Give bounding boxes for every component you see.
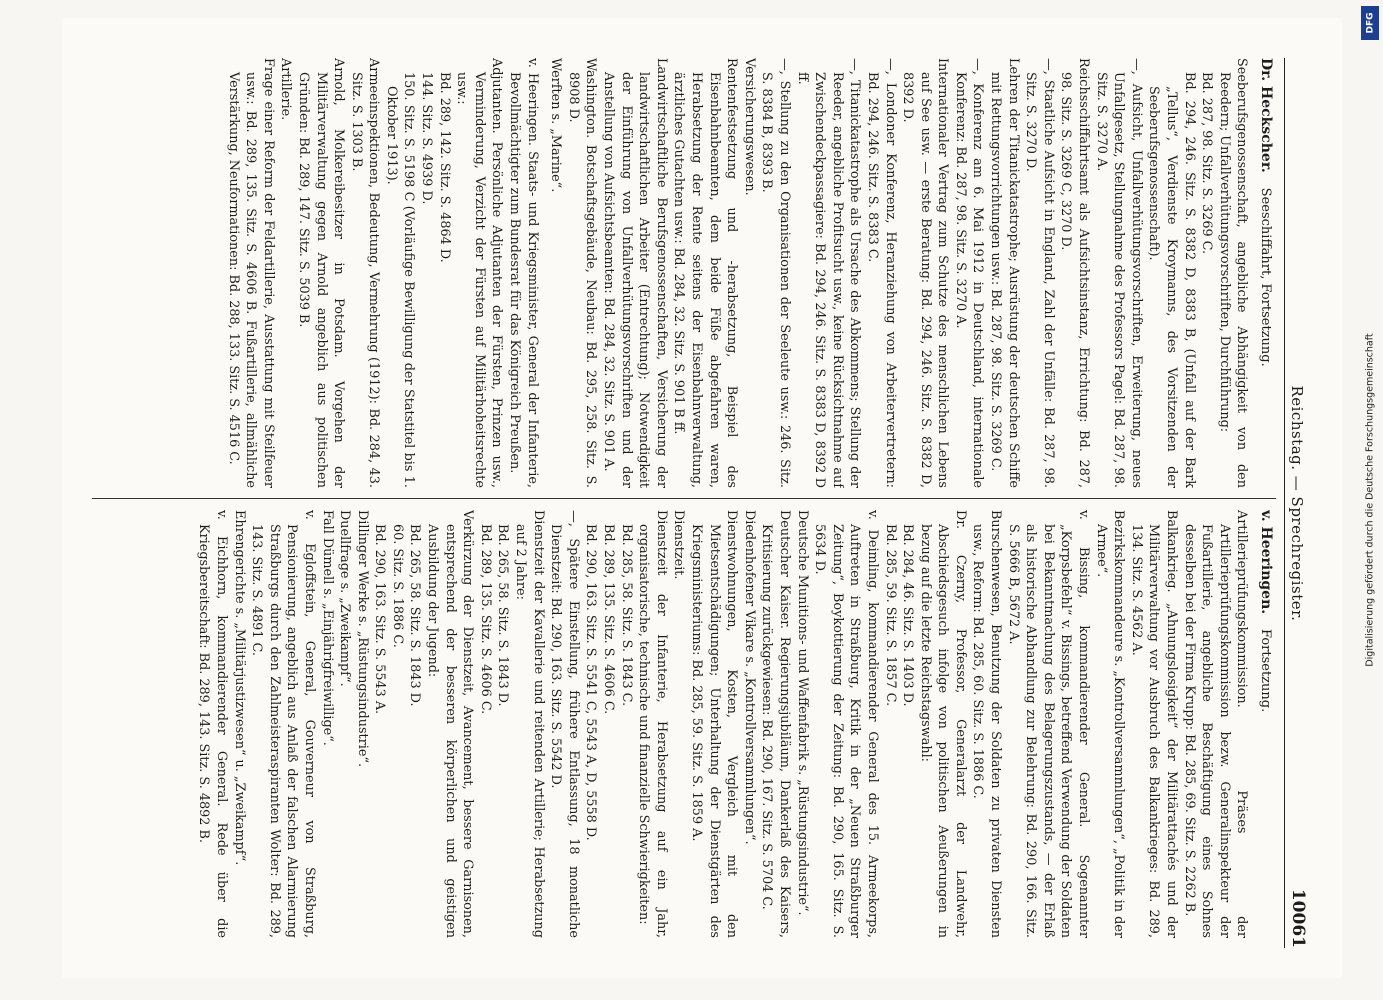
register-entry: Fall Dümell s. „Einjährigfreiwillige“. bbox=[319, 510, 335, 746]
register-entry: Deutscher Kaiser. Regierungsjubiläum, Dankerlaß des Kaisers, Kritisierung zurückgewiesen: Bd. 290, 167. Sitz. S. 5704 C. bbox=[759, 510, 792, 938]
register-entry: —, Staatliche Aufsicht in England, Zahl der Unfälle: Bd. 287, 98. Sitz. S. 3270 D. bbox=[1023, 58, 1056, 488]
page-header bbox=[1284, 58, 1314, 948]
right-column bbox=[82, 510, 1276, 938]
entry-reference: Bd. 285, 59. Sitz. S. 1857 C. bbox=[882, 524, 898, 707]
entry-reference: Bd. 290, 163. Sitz. S. 5543 A. bbox=[372, 524, 388, 715]
register-entry: v. Eichhorn, kommandierender General. Rede über die Kriegsbereitschaft: Bd. 289, 143. Sitz. S. 4892 B. bbox=[196, 510, 229, 938]
register-entry: Werften s. „Marine“. bbox=[548, 58, 564, 193]
register-entry: Artillerie. bbox=[278, 58, 294, 121]
section-topic: Seeschiffahrt, Fortsetzung. bbox=[1258, 187, 1273, 367]
register-entry: —, Spätere Einstellung, frühere Entlassung, 18 monatliche Dienstzeit: Bd. 290, 163. Sitz. S. 5542 D. bbox=[548, 510, 581, 938]
entry-reference: Bd. 265, 58. Sitz. S. 1843 D. bbox=[407, 524, 423, 707]
register-entry: Diedenhofener Vikare s. „Kontrollversammlungen“. bbox=[741, 510, 757, 845]
register-entry: Versicherungswesen. bbox=[741, 58, 757, 196]
register-entry: v. Bissing, kommandierender General. Sogenannter „Korpsbefehl“ v. Bissings, betreffend Verwendung der Soldaten bei Bekanntmachung des Belagerungszustands, — der Erlaß als historische Abhandlung zur Belehrung: Bd. 290, 166. Sitz. S. 5666 B, 5672 A. bbox=[1005, 510, 1092, 938]
page-number: 10061 bbox=[1288, 888, 1308, 948]
register-entry: —, Aufsicht, Unfallverhütungsvorschriften, Erweiterung, neues Unfallgesetz, Stellungnahme des Professors Pagel: Bd. 287, 98. Sitz. S. 3270 A. bbox=[1093, 58, 1144, 488]
register-entry: —, Londoner Konferenz, Heranziehung von Arbeitervertretern: Bd. 294, 246. Sitz. S. 8383 C. bbox=[864, 58, 898, 488]
entry-reference: Bd. 289, 135. Sitz. S. 4606 C. bbox=[477, 524, 493, 715]
entry-reference: 60. Sitz. S. 1886 C. bbox=[389, 524, 405, 648]
register-entry: Deutsche Munitions- und Waffenfabrik s. „Rüstungsindustrie“. bbox=[794, 510, 810, 916]
register-entry: Seeberufsgenossenschaft, angebliche Abhängigkeit von den Reedern; Unfallverhütungsvorschriften, Durchführung: bbox=[1216, 58, 1250, 488]
register-entry: Dienstzeit der Kavallerie und reitenden Artillerie; Herabsetzung auf 2 Jahre: bbox=[513, 510, 546, 938]
register-entry: Dienstzeit der Infanterie, Herabsetzung auf ein Jahr, organisatorische, technische und finanzielle Schwierigkeiten: bbox=[636, 510, 669, 938]
entry-list bbox=[195, 510, 1251, 938]
entry-reference: Bd. 294, 246. Sitz. S. 8382 D, 8383 B, (Unfall auf der Bark „Tellus“, Verdienste Kroymanns, des Vorsitzenden der Seeberufsgenossenschaft). bbox=[1146, 72, 1197, 488]
register-entry: Duellfrage s. „Zweikampf“. bbox=[337, 510, 353, 687]
entry-reference: 150. Sitz. S. 5198 C (Vorläufige Bewilligung der Statstitel bis 1. Oktober 1913). bbox=[383, 72, 417, 488]
register-entry: Dillinger Werke s. „Rüstungsindustrie“. bbox=[354, 510, 370, 768]
document-page bbox=[62, 18, 1342, 978]
speaker-name: v. Heeringen. bbox=[1258, 510, 1274, 615]
register-entry: Internationaler Vertrag zum Schutze des menschlichen Lebens auf See usw. — erste Beratung: Bd. 294, 246. Sitz. S. 8382 D, 8392 D. bbox=[900, 58, 951, 488]
register-entry: v. Heeringen. Staats- und Kriegsminister, General der Infanterie, Bevollmächtigter zum Bundesrat für das Königreich Preußen. bbox=[507, 58, 540, 488]
register-entry: Dienstzeit. bbox=[671, 510, 687, 580]
register-entry: Artillerieprüfungskommission. Präses der Artillerieprüfungskommission bezw. Generalinspekteur der Fußartillerie, angebliche Beschäftigung eines Sohnes desselben bei der Firma Krupp: Bd. 285, 69. Sitz. S. 2262 B. bbox=[1181, 510, 1250, 938]
entry-reference: Bd. 284, 46. Sitz. S. 1403 D. bbox=[900, 524, 916, 707]
register-entry: —, Stellung zu den Organisationen der Seeleute usw.: 246. Sitz. S. 8384 B, 8393 B. bbox=[759, 58, 792, 488]
section-heading bbox=[1256, 510, 1274, 938]
register-entry: Dr. Czerny, Professor, Generalarzt der Landwehr, Abschiedsgesuch infolge von politischen Aeußerungen in bezug auf die letzte Reichstagswahl: bbox=[917, 510, 968, 938]
running-title: Reichstag. — Sprechregister. bbox=[1288, 385, 1306, 622]
digitization-notice: Digitalisierung gefördert durch die Deutsche Forschungsgemeinschaft bbox=[1364, 333, 1376, 667]
digitization-strip bbox=[1359, 0, 1381, 1000]
register-entry: Balkankrieg. „Ahnungslosigkeit“ der Militärattachés und der Militärverwaltung vor Ausbruch des Balkankrieges: Bd. 289, 134. Sitz. S. 4562 A. bbox=[1128, 510, 1180, 938]
register-entry: v. Deimling, kommandierender General des 15. Armeekorps, Auftreten in Straßburg, Kritik in der „Neuen Straßburger Zeitung“, Boykottierung der Zeitung: Bd. 290, 165. Sitz. S. 5634 D. bbox=[812, 510, 880, 938]
register-entry: Ehrengerichte s. „Militärjustizwesen“ u. „Zweikampf“. bbox=[231, 510, 247, 866]
register-entry: Landwirtschaftliche Berufsgenossenschaften, Versicherung der landwirtschaftlichen Arbeiter (Entrechtung); Notwendigkeit der Einführung von Unfallverhütungsvorschriften und der Anstellung von Aufsichtsbeamten: Bd. 284, 32. Sitz. S. 901 A. bbox=[601, 58, 669, 488]
entry-reference: 144. Sitz. S. 4939 D. bbox=[419, 72, 435, 205]
entry-reference: Bd. 265, 58. Sitz. S. 1843 D. bbox=[495, 524, 511, 707]
register-entry: Washington. Botschaftsgebäude, Neubau: Bd. 295, 258. Sitz. S. 8908 D. bbox=[565, 58, 599, 488]
register-entry: Arnold, Molkereibesitzer in Potsdam. Vorgehen der Militärverwaltung gegen Arnold angeblich aus politischen Gründen: Bd. 289, 147. Sitz. S. 5039 B. bbox=[295, 58, 347, 488]
section-heading bbox=[1256, 58, 1274, 488]
register-entry: Verkürzung der Dienstzeit, Avancement, bessere Garnisonen, entsprechend der besseren körperlichen und geistigen Ausbildung der Jugend: bbox=[425, 510, 476, 938]
register-entry: Bezirkskommandeure s. „Kontrollversammlungen“, „Politik in der Armee“. bbox=[1093, 510, 1127, 938]
speaker-name: Dr. Heckscher. bbox=[1258, 58, 1274, 173]
entry-reference: Bd. 289, 135. Sitz. S. 4606 C. bbox=[601, 524, 617, 715]
register-entry: Frage einer Reform der Feldartillerie, Ausstattung mit Steilfeuer usw.: Bd. 289, 135. Sitz. S. 4606 B. Fußartillerie, allmähliche Verstärkung, Neuformationen: Bd. 288, 133. Sitz. S. 4516 C. bbox=[225, 58, 276, 488]
register-entry: Lehren der Titanickatastrophe; Ausrüstung der deutschen Schiffe mit Rettungsvorrichtungen usw.: Bd. 287, 98. Sitz. S. 3269 C. bbox=[988, 58, 1021, 488]
register-entry: —, Konferenz am 6. Mai 1912 in Deutschland, internationale Konferenz: Bd. 287, 98. Sitz. S. 3270 A. bbox=[952, 58, 986, 488]
register-entry: Burschenwesen, Benutzung der Soldaten zu privaten Diensten usw., Reform: Bd. 285, 60. Sitz. S. 1886 C. bbox=[970, 510, 1004, 938]
entry-list bbox=[224, 58, 1250, 488]
register-entry: v. Egloffstein, General, Gouverneur von Straßburg, Pensionierung, angeblich aus Anlaß der falschen Alarmierung Straßburgs durch den Zahlmeisteraspiranten Wolter: Bd. 289, 143. Sitz. S. 4891 C. bbox=[249, 510, 317, 938]
register-entry: Armeeinspektionen, Bedeutung, Vermehrung (1912): Bd. 284, 43. Sitz. S. 1303 B. bbox=[348, 58, 382, 488]
column-divider bbox=[92, 498, 1276, 499]
entry-reference: Bd. 287, 98. Sitz. S. 3269 C. bbox=[1199, 72, 1215, 255]
register-entry: —, Titanickatastrophe als Ursache des Abkommens; Stellung der Reeder, angebliche Profitsucht usw., keine Rücksichtnahme auf Zwischendeckpassagiere: Bd. 294, 246. Sitz. S. 8383 D, 8392 D ff. bbox=[794, 58, 863, 488]
section-topic: Fortsetzung. bbox=[1258, 629, 1273, 713]
entry-reference: Bd. 285, 58. Sitz. S. 1843 C. bbox=[618, 524, 634, 707]
register-entry: Reichsschiffahrtsamt als Aufsichtsinstanz, Errichtung: Bd. 287, 98. Sitz. S. 3269 C, 3270 D. bbox=[1058, 58, 1092, 488]
register-entry: Rentenfestsetzung und -herabsetzung, Beispiel des Eisenbahnbeamten, dem beide Füße abgefahren waren, Herabsetzung der Rente seitens der Eisenbahnverwaltung, ärztliches Gutachten usw.: Bd. 284, 32. Sitz. S. 901 B ff. bbox=[671, 58, 740, 488]
dfg-logo: DFG bbox=[1361, 6, 1379, 40]
register-entry: Adjutanten. Persönliche Adjutanten der Fürsten, Prinzen usw., Verminderung, Verzicht der Fürsten auf Militärhoheitsrechte usw.: bbox=[454, 58, 505, 488]
register-entry: Dienstwohnungen, Kosten, Vergleich mit den Mietsentschädigungen; Unterhaltung der Dienstgärten des Kriegsministeriums: Bd. 285, 59. Sitz. S. 1859 A. bbox=[689, 510, 740, 938]
entry-gap bbox=[541, 58, 547, 488]
left-column bbox=[82, 58, 1276, 488]
entry-reference: Bd. 289, 142. Sitz. S. 4864 D. bbox=[436, 72, 452, 263]
entry-reference: Bd. 290, 163. Sitz. S. 5541 C, 5543 A, D, 5558 D. bbox=[583, 524, 599, 841]
